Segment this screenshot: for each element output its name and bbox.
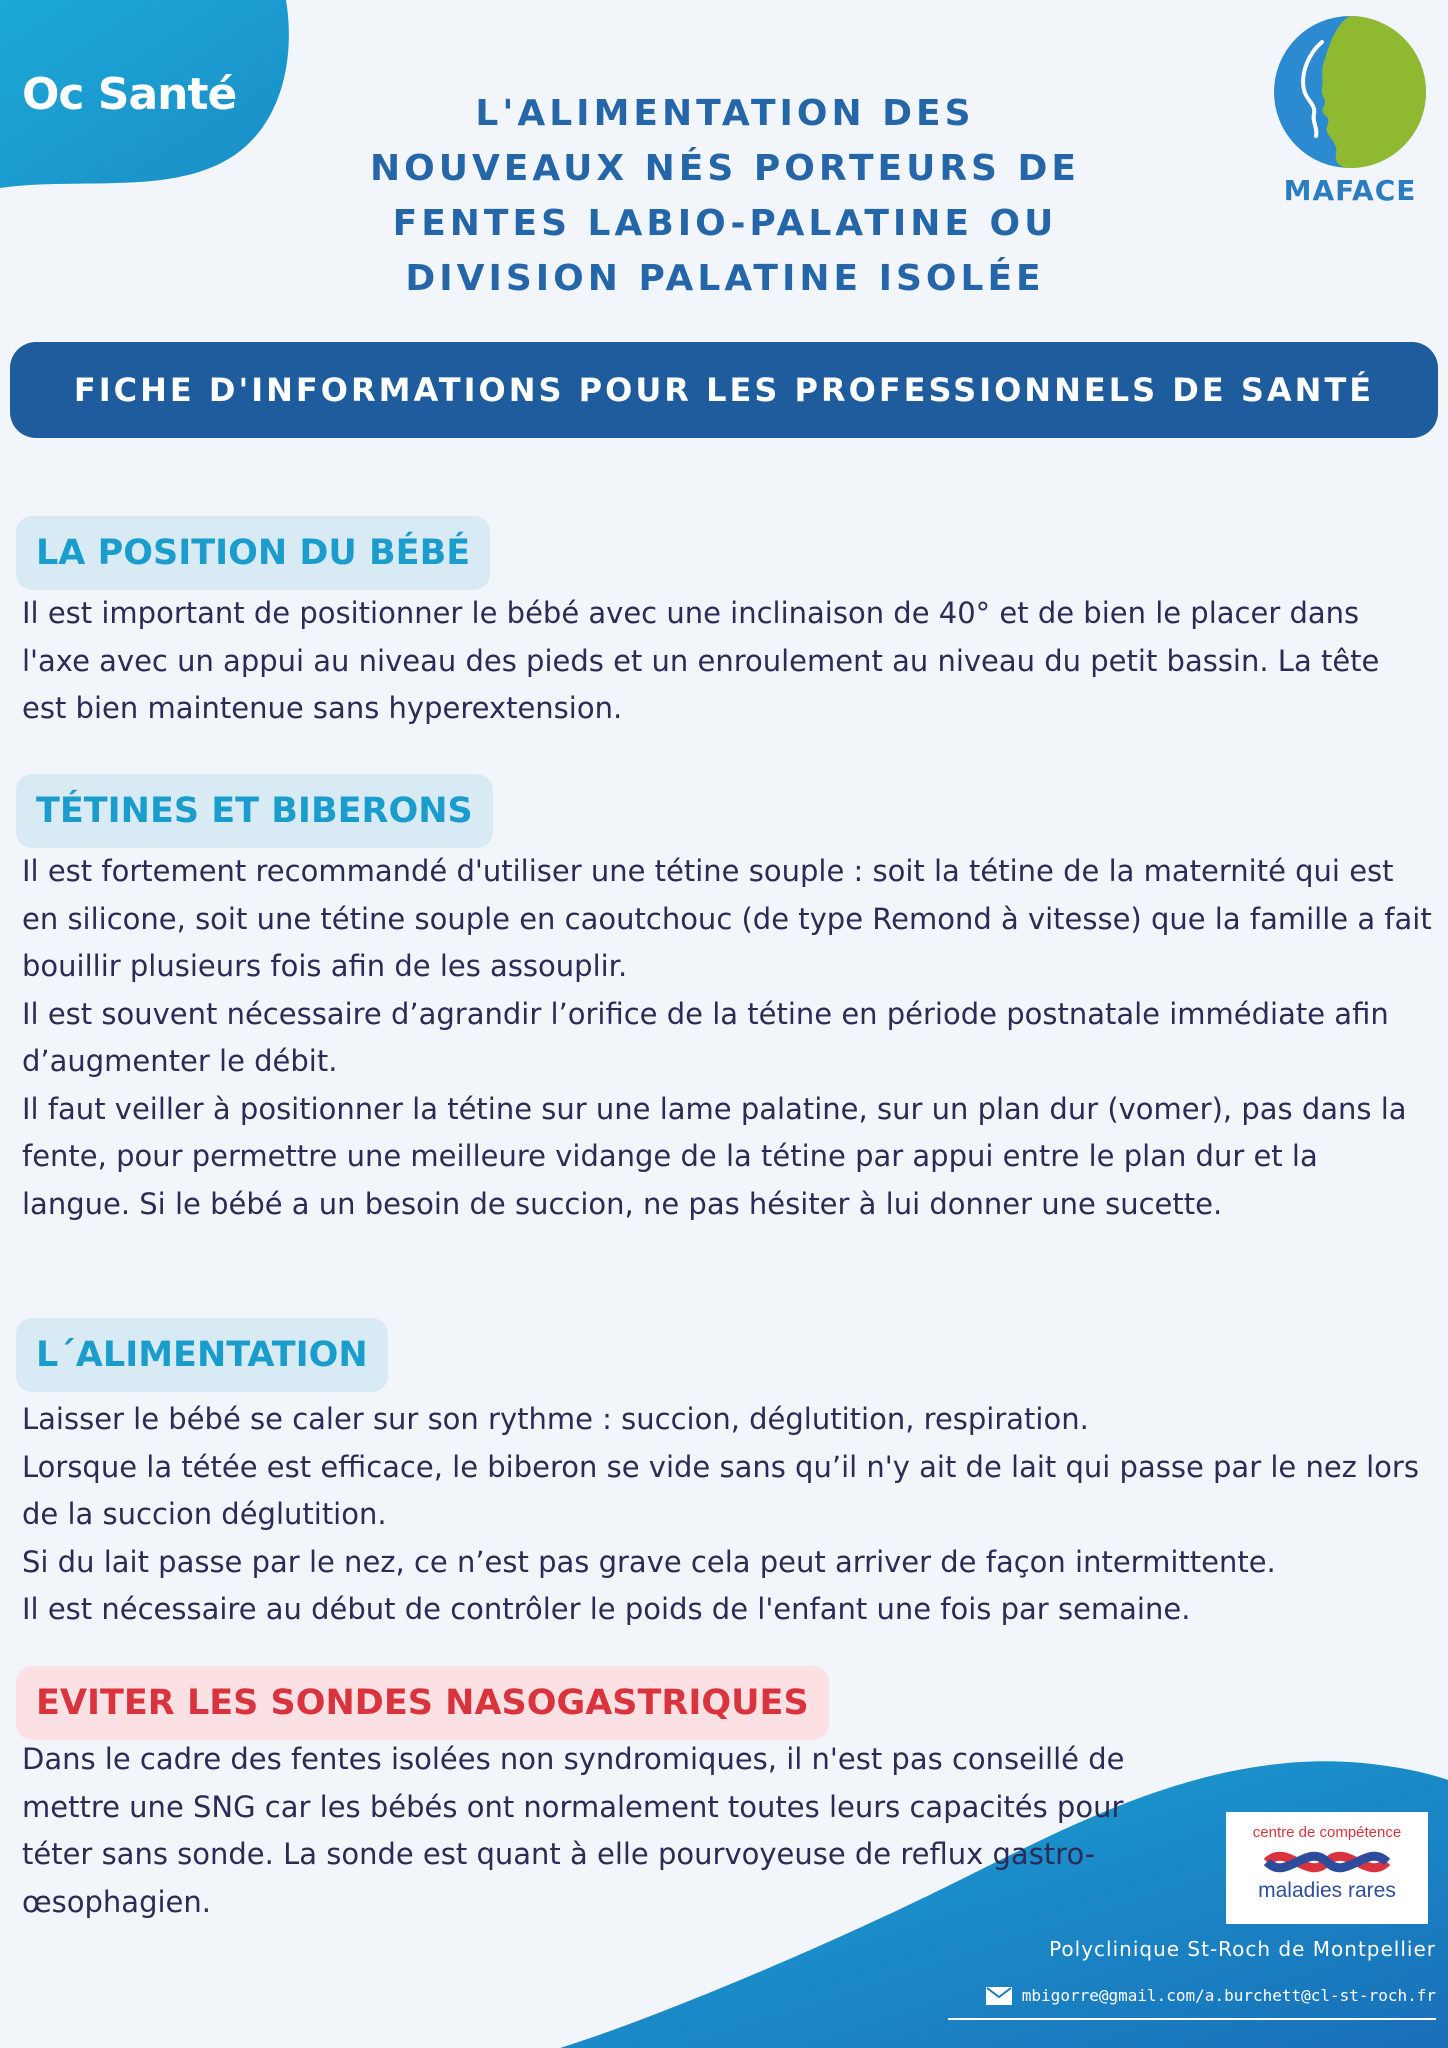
title-line: NOUVEAUX NÉS PORTEURS DE xyxy=(369,148,1080,189)
paragraph: Il est souvent nécessaire d’agrandir l’orifice de la tétine en période postnatale immédiate afin d’augmenter le débit. xyxy=(22,996,1389,1078)
section-body-feeding xyxy=(22,1396,1432,1634)
section-body-teats-bottles xyxy=(22,848,1432,1228)
paragraph: Lorsque la tétée est efficace, le biberon se vide sans qu’il n'y ait de lait qui passe par le nez lors de la succion déglutition. xyxy=(22,1449,1419,1531)
envelope-icon xyxy=(986,1987,1012,2005)
audience-banner: FICHE D'INFORMATIONS POUR LES PROFESSIONNELS DE SANTÉ xyxy=(10,342,1438,438)
paragraph: Il est important de positionner le bébé avec une inclinaison de 40° et de bien le placer dans l'axe avec un appui au niveau des pieds et un enroulement au niveau du petit bassin. La tête est bien maintenue sans hyperextension. xyxy=(22,596,1380,725)
centre-competence-logo-bottom-text: maladies rares xyxy=(1258,1879,1396,1902)
paragraph: Il faut veiller à positionner la tétine sur une lame palatine, sur un plan dur (vomer), pas dans la fente, pour permettre une meilleure vidange de la tétine par appui entre le plan dur et la langue. Si le bébé a un besoin de succion, ne pas hésiter à lui donner une sucette. xyxy=(22,1091,1407,1221)
clinic-name: Polyclinique St-Roch de Montpellier xyxy=(1049,1937,1436,1961)
section-heading-teats-bottles: TÉTINES ET BIBERONS xyxy=(16,774,493,848)
maface-face-icon xyxy=(1270,12,1430,172)
paragraph: Il est nécessaire au début de contrôler le poids de l'enfant une fois par semaine. xyxy=(22,1592,1191,1626)
document-title xyxy=(330,86,1120,306)
paragraph: Si du lait passe par le nez, ce n’est pas grave cela peut arriver de façon intermittente. xyxy=(22,1544,1276,1579)
title-line: FENTES LABIO-PALATINE OU xyxy=(392,203,1058,244)
title-line: DIVISION PALATINE ISOLÉE xyxy=(405,258,1045,299)
centre-competence-logo xyxy=(1226,1812,1428,1924)
oc-sante-logo-text: Oc Santé xyxy=(22,69,237,120)
dna-ribbon-icon xyxy=(1262,1847,1392,1877)
maface-logo-text: MAFACE xyxy=(1283,174,1417,207)
section-heading-nasogastric-tubes: EVITER LES SONDES NASOGASTRIQUES xyxy=(16,1666,829,1740)
maface-logo xyxy=(1270,12,1430,212)
oc-sante-logo xyxy=(22,70,247,124)
email-underline xyxy=(948,2018,1436,2020)
section-heading-feeding: L´ALIMENTATION xyxy=(16,1318,388,1392)
contact-email-row xyxy=(940,1985,1436,2015)
paragraph: Il est fortement recommandé d'utiliser une tétine souple : soit la tétine de la maternité qui est en silicone, soit une tétine souple en caoutchouc (de type Remond à vitesse) que la famille a fait bouillir plusieurs fois afin de les assouplir. xyxy=(22,854,1432,983)
contact-email[interactable]: mbigorre@gmail.com/a.burchett@cl-st-roch.fr xyxy=(1021,1986,1436,2005)
section-body-nasogastric-tubes xyxy=(22,1736,1172,1926)
centre-competence-logo-top-text: centre de compétence xyxy=(1252,1824,1402,1841)
section-body-position xyxy=(22,590,1432,733)
title-line: L'ALIMENTATION DES xyxy=(475,93,975,134)
paragraph: Dans le cadre des fentes isolées non syndromiques, il n'est pas conseillé de mettre une SNG car les bébés ont normalement toutes leurs capacités pour téter sans sonde. La sonde est quant à elle pourvoyeuse de reflux gastro-œsophagien. xyxy=(22,1742,1125,1919)
paragraph: Laisser le bébé se caler sur son rythme : succion, déglutition, respiration. xyxy=(22,1402,1089,1436)
section-heading-position: LA POSITION DU BÉBÉ xyxy=(16,516,490,590)
